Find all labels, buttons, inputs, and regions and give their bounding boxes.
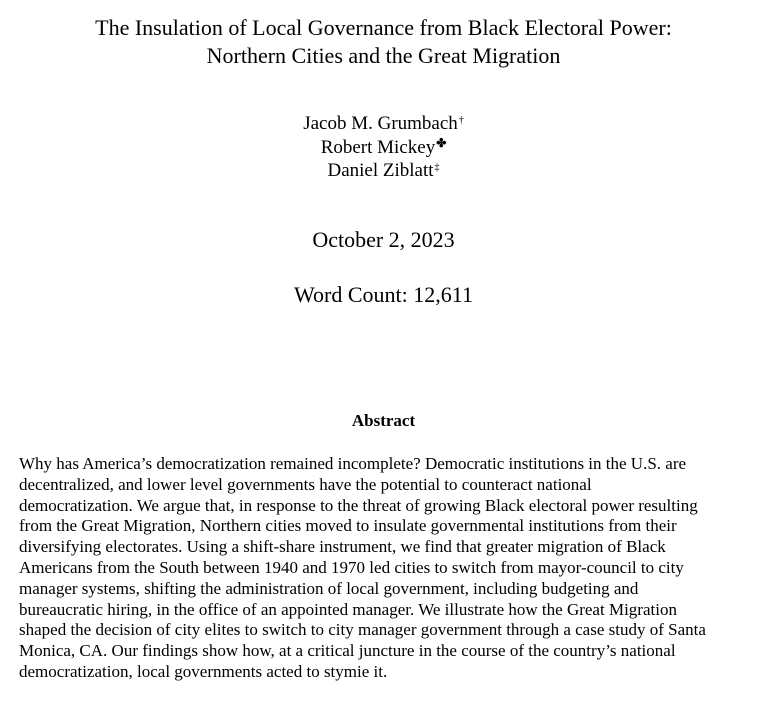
author-name: Daniel Ziblatt bbox=[327, 160, 434, 181]
abstract-line: diversifying electorates. Using a shift-share instrument, we find that greater migration of Black bbox=[19, 537, 666, 557]
abstract-line: Americans from the South between 1940 and 1970 led cities to switch from mayor-council to city bbox=[19, 557, 684, 577]
abstract-line: manager systems, shifting the administration of local government, including budgeting and bbox=[19, 578, 639, 598]
abstract-line: from the Great Migration, Northern cities moved to insulate governmental institutions from their bbox=[19, 516, 677, 536]
author-footnote-mark: ‡ bbox=[434, 162, 440, 173]
author bbox=[0, 112, 767, 136]
author bbox=[0, 136, 767, 160]
author-footnote-mark: † bbox=[458, 115, 464, 126]
author bbox=[0, 159, 767, 183]
abstract-line: Why has America’s democratization remained incomplete? Democratic institutions in the U.S. are bbox=[19, 454, 687, 473]
author-footnote-mark: ✤ bbox=[436, 135, 447, 150]
paper-title bbox=[0, 14, 767, 70]
abstract-heading: Abstract bbox=[351, 411, 416, 430]
author-name: Robert Mickey bbox=[320, 136, 436, 158]
title-line-2: Northern Cities and the Great Migration bbox=[206, 43, 561, 68]
abstract-line: democratization, local governments acted to stymie it. bbox=[19, 661, 388, 681]
abstract-line: Monica, CA. Our findings show how, at a critical juncture in the course of the country’s national bbox=[19, 641, 676, 661]
abstract-line: democratization. We argue that, in response to the threat of growing Black electoral power resulting bbox=[19, 495, 698, 515]
abstract-body bbox=[19, 454, 754, 683]
paper-date: October 2, 2023 bbox=[312, 227, 455, 252]
title-line-1: The Insulation of Local Governance from Black Electoral Power: bbox=[95, 15, 672, 40]
abstract-line: decentralized, and lower level governments have the potential to counteract national bbox=[19, 474, 592, 494]
author-name: Jacob M. Grumbach bbox=[303, 113, 458, 134]
abstract-line: shaped the decision of city elites to switch to city manager government through a case study of Santa bbox=[19, 620, 706, 640]
abstract-line: bureaucratic hiring, in the office of an appointed manager. We illustrate how the Great Migration bbox=[19, 599, 677, 619]
author-list bbox=[0, 112, 767, 183]
word-count: Word Count: 12,611 bbox=[294, 282, 473, 307]
